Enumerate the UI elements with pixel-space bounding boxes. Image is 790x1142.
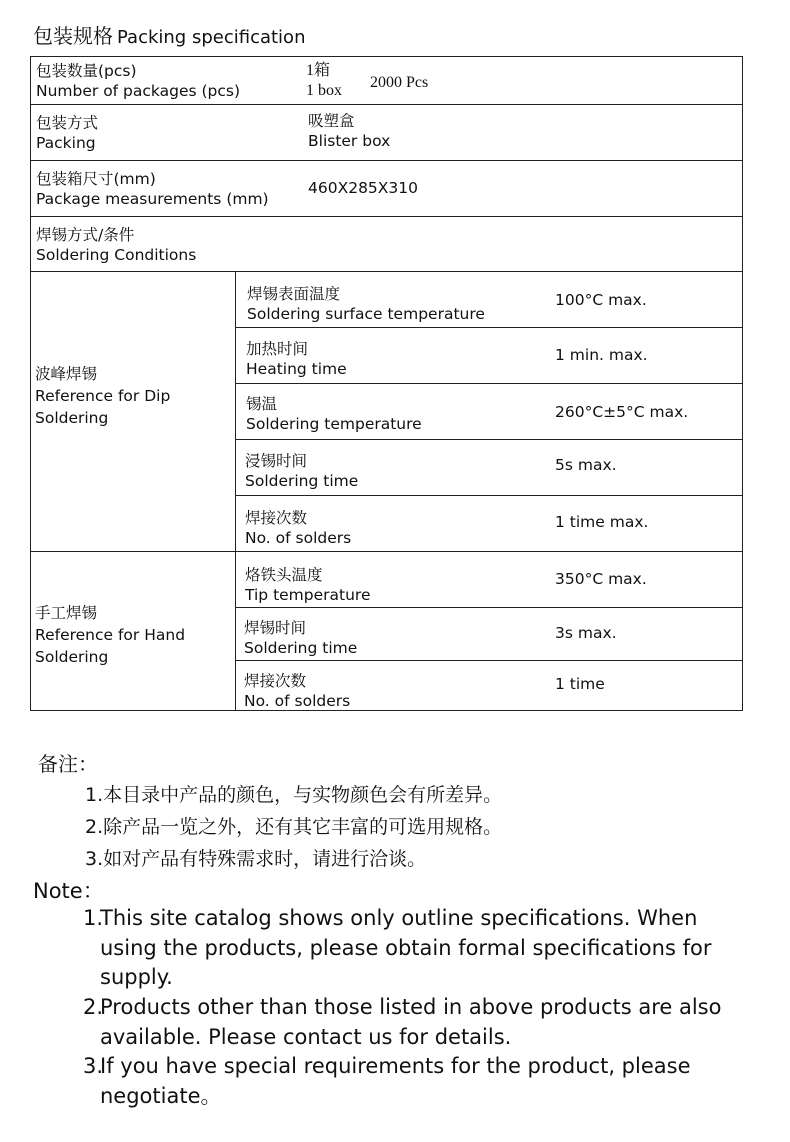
quantity-value: 1箱 1 box <box>306 62 342 99</box>
row-divider <box>31 216 742 217</box>
dip-row-value: 1 min. max. <box>555 346 648 364</box>
note-cn-item: 1.本目录中产品的颜色，与实物颜色会有所差异。 <box>85 784 503 806</box>
row-divider <box>31 271 742 272</box>
dip-row-value: 260°C±5°C max. <box>555 403 689 421</box>
row-divider <box>31 551 742 552</box>
note-en-item <box>83 904 743 993</box>
dip-row-label: 锡温 Soldering temperature <box>246 395 422 433</box>
hand-row-value: 350°C max. <box>555 570 647 588</box>
note-en-item <box>83 1052 743 1111</box>
quantity-pcs: 2000 Pcs <box>370 74 429 91</box>
note-en-text: This site catalog shows only outline specifications. When using the products, please obtain formal specifications for supply. <box>100 906 712 989</box>
note-cn-item: 2.除产品一览之外，还有其它丰富的可选用规格。 <box>85 816 503 838</box>
dip-row-label: 浸锡时间 Soldering time <box>245 452 359 490</box>
dip-row-value: 1 time max. <box>555 513 649 531</box>
row-divider <box>235 439 742 440</box>
note-en-number: 3. <box>83 1054 104 1078</box>
title-cn: 包装规格 <box>33 24 113 48</box>
measurements-value: 460X285X310 <box>308 179 418 197</box>
note-en-number: 1. <box>83 906 104 930</box>
dip-row-label: 加热时间 Heating time <box>246 340 347 378</box>
page-title <box>33 20 305 49</box>
notes-cn-heading: 备注： <box>38 752 98 776</box>
dip-row-label: 焊接次数 No. of solders <box>245 509 352 547</box>
row-divider <box>31 104 742 105</box>
packing-label: 包装方式 Packing <box>36 114 99 152</box>
dip-row-value: 100°C max. <box>555 291 647 309</box>
notes-en-heading: Note： <box>33 879 104 903</box>
spec-table <box>30 56 743 711</box>
hand-group-label: 手工焊锡 Reference for Hand Soldering <box>35 604 186 666</box>
row-divider <box>235 607 742 608</box>
note-en-text: Products other than those listed in above products are also available. Please contact us for details. <box>100 995 722 1049</box>
row-divider <box>235 383 742 384</box>
row-divider <box>235 327 742 328</box>
note-cn-item: 3.如对产品有特殊需求时，请进行洽谈。 <box>85 848 427 870</box>
hand-row-label: 烙铁头温度 Tip temperature <box>245 566 371 604</box>
hand-row-value: 3s max. <box>555 624 617 642</box>
row-divider <box>235 660 742 661</box>
dip-group-label: 波峰焊锡 Reference for Dip Soldering <box>35 365 171 427</box>
hand-row-label: 焊接次数 No. of solders <box>244 672 351 710</box>
row-divider <box>235 495 742 496</box>
hand-row-label: 焊锡时间 Soldering time <box>244 619 358 657</box>
dip-row-value: 5s max. <box>555 456 617 474</box>
title-en: Packing specification <box>117 27 306 48</box>
row-divider <box>31 160 742 161</box>
quantity-label: 包装数量(pcs) Number of packages (pcs) <box>36 62 241 100</box>
packing-value: 吸塑盒 Blister box <box>308 112 391 150</box>
column-divider <box>235 271 236 710</box>
hand-row-value: 1 time <box>555 675 605 693</box>
note-en-text: If you have special requirements for the product, please negotiate。 <box>100 1054 691 1108</box>
measurements-label: 包装箱尺寸(mm) Package measurements (mm) <box>36 170 269 208</box>
soldering-label: 焊锡方式/条件 Soldering Conditions <box>36 226 197 264</box>
dip-row-label: 焊锡表面温度 Soldering surface temperature <box>247 285 485 323</box>
note-en-item <box>83 993 743 1052</box>
note-en-number: 2. <box>83 995 104 1019</box>
